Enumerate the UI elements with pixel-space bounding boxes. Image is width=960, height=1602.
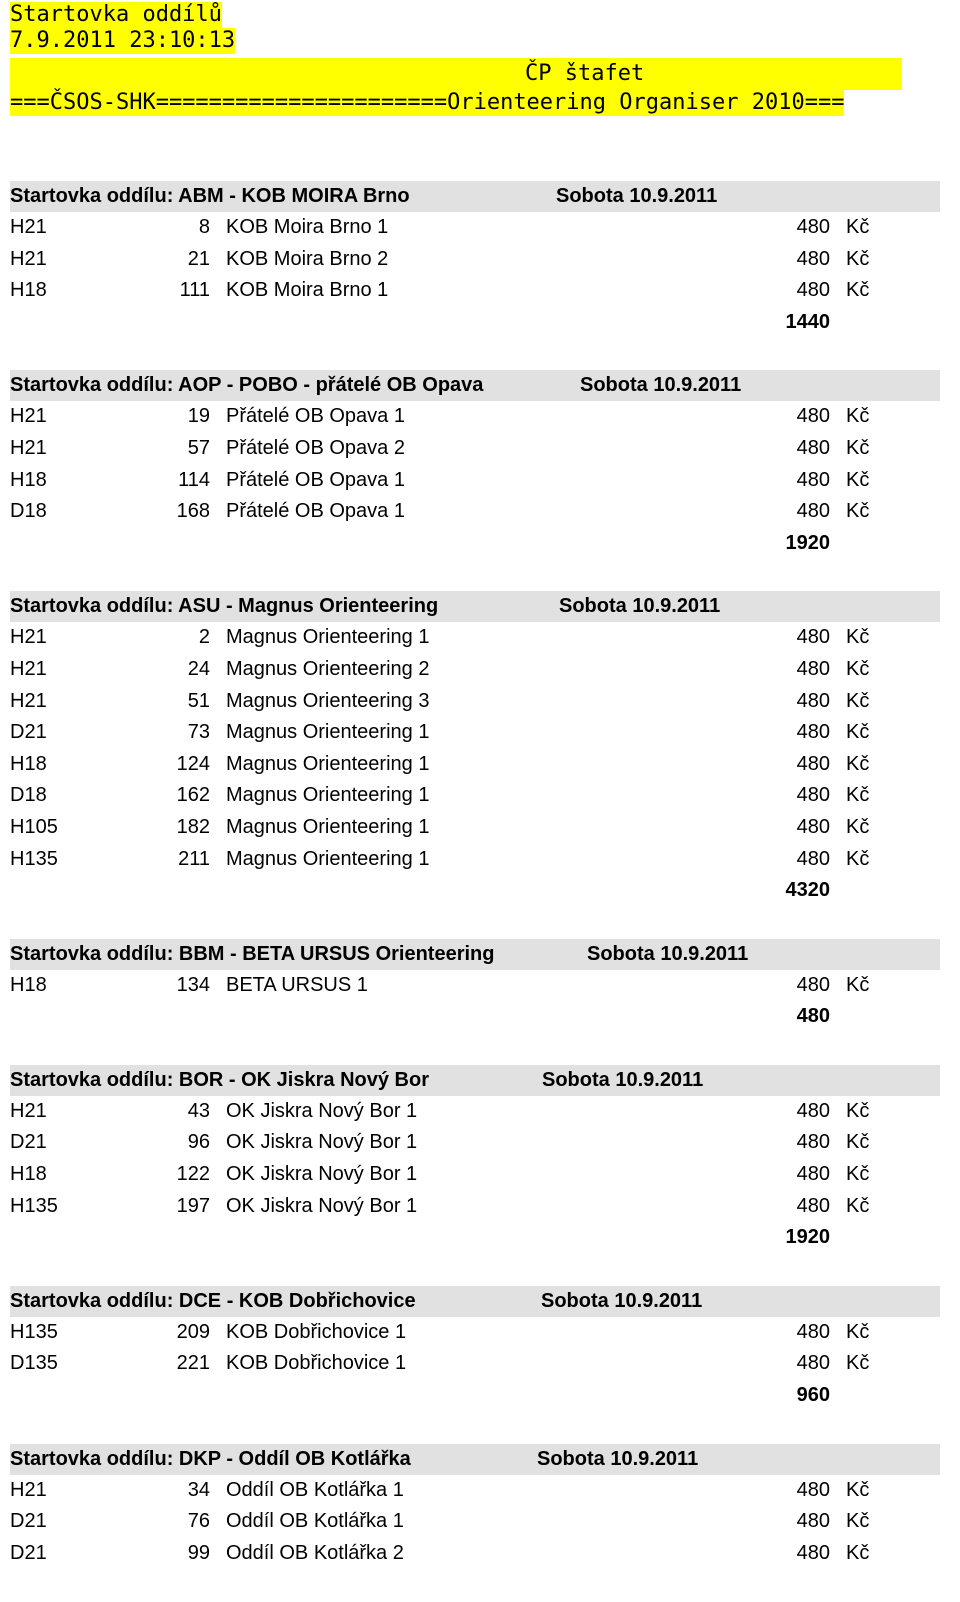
currency-cell: Kč (846, 405, 870, 428)
category-cell: H135 (10, 1194, 58, 1217)
team-name-cell: Oddíl OB Kotlářka 1 (226, 1510, 404, 1533)
team-name-cell: Přátelé OB Opava 2 (226, 436, 405, 459)
start-number-cell: 99 (187, 1541, 210, 1564)
club-total-row (10, 1380, 940, 1412)
race-date: Sobota 10.9.2011 (556, 185, 718, 207)
team-name-cell: KOB Moira Brno 2 (226, 247, 389, 270)
fee-cell: 480 (796, 1541, 830, 1564)
team-name-cell: Magnus Orienteering 1 (226, 721, 430, 744)
event-title: ČP štafet (525, 61, 645, 86)
category-cell: H18 (10, 973, 47, 996)
start-number-cell: 8 (198, 216, 210, 238)
race-date: Sobota 10.9.2011 (559, 595, 721, 618)
team-row (10, 622, 940, 654)
currency-cell: Kč (846, 1478, 870, 1501)
category-cell: D21 (10, 1510, 47, 1533)
team-row (10, 749, 940, 781)
fee-cell: 480 (796, 1163, 830, 1186)
currency-cell: Kč (846, 847, 870, 870)
category-cell: H21 (10, 1099, 47, 1122)
team-row (10, 1317, 940, 1349)
club-section-header (10, 591, 940, 622)
currency-cell: Kč (846, 689, 870, 712)
fee-cell: 480 (796, 1510, 830, 1533)
team-name-cell: Oddíl OB Kotlářka 2 (226, 1541, 404, 1564)
fee-cell: 480 (796, 815, 830, 838)
category-cell: H21 (10, 436, 47, 459)
race-date: Sobota 10.9.2011 (587, 942, 749, 965)
club-total-row (10, 1001, 940, 1033)
category-cell: H135 (10, 1320, 58, 1343)
team-name-cell: KOB Dobřichovice 1 (226, 1352, 407, 1375)
currency-cell: Kč (846, 247, 870, 270)
fee-cell: 480 (796, 1194, 830, 1217)
team-name-cell: KOB Dobřichovice 1 (226, 1320, 407, 1343)
club-total-row (10, 528, 940, 560)
software-banner: ===ČSOS-SHK======================Orienteering Organiser 2010=== (10, 90, 845, 115)
category-cell: D18 (10, 784, 47, 807)
currency-cell: Kč (846, 1099, 870, 1122)
fee-cell: 480 (796, 1131, 830, 1154)
team-row (10, 401, 940, 433)
currency-cell: Kč (846, 626, 870, 649)
fee-cell: 480 (796, 468, 830, 491)
club-title: Startovka oddílu: BBM - BETA URSUS Orienteering (10, 942, 495, 965)
club-section (10, 1286, 940, 1412)
currency-cell: Kč (846, 1194, 870, 1217)
fee-cell: 480 (796, 1320, 830, 1343)
club-section (10, 181, 940, 338)
category-cell: D18 (10, 500, 47, 523)
start-number-cell: 51 (187, 689, 210, 712)
team-row (10, 1159, 940, 1191)
fee-cell: 480 (796, 784, 830, 807)
team-name-cell: Magnus Orienteering 1 (226, 784, 430, 807)
team-name-cell: Magnus Orienteering 2 (226, 657, 430, 680)
club-total: 1440 (785, 310, 830, 333)
team-name-cell: KOB Moira Brno 1 (226, 279, 389, 302)
club-total-row (10, 875, 940, 907)
start-number-cell: 162 (176, 784, 210, 807)
currency-cell: Kč (846, 1163, 870, 1186)
team-name-cell: KOB Moira Brno 1 (226, 216, 389, 238)
team-name-cell: Magnus Orienteering 1 (226, 626, 430, 649)
category-cell: H21 (10, 626, 47, 649)
fee-cell: 480 (796, 279, 830, 302)
start-number-cell: 43 (187, 1099, 210, 1122)
category-cell: H18 (10, 752, 47, 775)
category-cell: H21 (10, 1478, 47, 1501)
category-cell: H21 (10, 689, 47, 712)
club-section (10, 591, 940, 906)
team-name-cell: OK Jiskra Nový Bor 1 (226, 1163, 418, 1186)
fee-cell: 480 (796, 405, 830, 428)
category-cell: H21 (10, 657, 47, 680)
fee-cell: 480 (796, 626, 830, 649)
currency-cell: Kč (846, 436, 870, 459)
fee-cell: 480 (796, 1099, 830, 1122)
report-timestamp: 7.9.2011 23:10:13 (10, 28, 236, 53)
category-cell: H21 (10, 247, 47, 270)
currency-cell: Kč (846, 752, 870, 775)
club-section (10, 1444, 940, 1570)
fee-cell: 480 (796, 216, 830, 238)
club-title: Startovka oddílu: ABM - KOB MOIRA Brno (10, 185, 410, 207)
team-row (10, 496, 940, 528)
start-number-cell: 73 (187, 721, 210, 744)
club-title: Startovka oddílu: BOR - OK Jiskra Nový Bor (10, 1068, 429, 1091)
team-row (10, 275, 940, 307)
race-date: Sobota 10.9.2011 (580, 374, 742, 397)
start-number-cell: 21 (187, 247, 210, 270)
category-cell: H105 (10, 815, 58, 838)
fee-cell: 480 (796, 436, 830, 459)
team-row (10, 1538, 940, 1570)
start-number-cell: 111 (179, 279, 210, 302)
club-total-row (10, 307, 940, 339)
fee-cell: 480 (796, 973, 830, 996)
team-name-cell: OK Jiskra Nový Bor 1 (226, 1131, 418, 1154)
team-row (10, 433, 940, 465)
team-row (10, 244, 940, 276)
category-cell: D21 (10, 721, 47, 744)
category-cell: H135 (10, 847, 58, 870)
currency-cell: Kč (846, 721, 870, 744)
club-section-header (10, 370, 940, 401)
currency-cell: Kč (846, 1131, 870, 1154)
club-total: 1920 (785, 531, 830, 554)
club-title: Startovka oddílu: DKP - Oddíl OB Kotlářka (10, 1447, 411, 1470)
start-number-cell: 57 (187, 436, 210, 459)
club-total: 960 (796, 1384, 830, 1407)
start-number-cell: 221 (176, 1352, 210, 1375)
report-heading: Startovka oddílů (10, 2, 222, 27)
category-cell: D21 (10, 1541, 47, 1564)
start-number-cell: 19 (187, 405, 210, 428)
start-number-cell: 114 (178, 468, 210, 491)
category-cell: H18 (10, 279, 47, 302)
start-number-cell: 76 (187, 1510, 210, 1533)
start-number-cell: 134 (176, 973, 210, 996)
team-name-cell: BETA URSUS 1 (226, 973, 368, 996)
fee-cell: 480 (796, 752, 830, 775)
fee-cell: 480 (796, 1352, 830, 1375)
club-section (10, 939, 940, 1033)
start-number-cell: 211 (178, 847, 210, 870)
club-section (10, 370, 940, 559)
currency-cell: Kč (846, 815, 870, 838)
club-total-row (10, 1222, 940, 1254)
club-section-header (10, 1444, 940, 1475)
team-name-cell: Magnus Orienteering 3 (226, 689, 430, 712)
category-cell: H18 (10, 468, 47, 491)
team-row (10, 844, 940, 876)
club-section-header (10, 939, 940, 970)
currency-cell: Kč (846, 973, 870, 996)
team-row (10, 1096, 940, 1128)
start-number-cell: 182 (176, 815, 210, 838)
club-total: 4320 (785, 879, 830, 902)
team-name-cell: Magnus Orienteering 1 (226, 752, 430, 775)
team-name-cell: Magnus Orienteering 1 (226, 815, 430, 838)
club-title: Startovka oddílu: ASU - Magnus Orienteering (10, 595, 439, 618)
team-name-cell: Přátelé OB Opava 1 (226, 405, 405, 428)
currency-cell: Kč (846, 1352, 870, 1375)
start-number-cell: 122 (176, 1163, 210, 1186)
event-title-bar (10, 58, 902, 90)
team-row (10, 812, 940, 844)
start-number-cell: 197 (176, 1194, 210, 1217)
club-section-header (10, 1286, 940, 1317)
team-row (10, 686, 940, 718)
team-name-cell: Přátelé OB Opava 1 (226, 500, 405, 523)
team-row (10, 717, 940, 749)
fee-cell: 480 (796, 689, 830, 712)
team-row (10, 1506, 940, 1538)
team-row (10, 1127, 940, 1159)
race-date: Sobota 10.9.2011 (537, 1447, 699, 1470)
team-name-cell: Přátelé OB Opava 1 (226, 468, 405, 491)
fee-cell: 480 (796, 657, 830, 680)
club-title: Startovka oddílu: DCE - KOB Dobřichovice (10, 1289, 416, 1312)
team-name-cell: OK Jiskra Nový Bor 1 (226, 1099, 418, 1122)
currency-cell: Kč (846, 500, 870, 523)
race-date: Sobota 10.9.2011 (541, 1289, 703, 1312)
fee-cell: 480 (796, 1478, 830, 1501)
currency-cell: Kč (846, 216, 870, 238)
club-total: 480 (796, 1005, 830, 1028)
category-cell: D135 (10, 1352, 58, 1375)
start-number-cell: 168 (176, 500, 210, 523)
team-row (10, 465, 940, 497)
club-section (10, 1065, 940, 1254)
team-row (10, 780, 940, 812)
club-total: 1920 (785, 1226, 830, 1249)
start-number-cell: 96 (187, 1131, 210, 1154)
club-section-header (10, 181, 940, 212)
start-number-cell: 209 (176, 1320, 210, 1343)
currency-cell: Kč (846, 1320, 870, 1343)
currency-cell: Kč (846, 1510, 870, 1533)
fee-cell: 480 (796, 847, 830, 870)
club-title: Startovka oddílu: AOP - POBO - přátelé OB Opava (10, 374, 484, 397)
team-row (10, 1348, 940, 1380)
team-row (10, 212, 940, 244)
category-cell: D21 (10, 1131, 47, 1154)
category-cell: H18 (10, 1163, 47, 1186)
fee-cell: 480 (796, 500, 830, 523)
club-start-lists (10, 181, 940, 1601)
team-row (10, 1191, 940, 1223)
team-row (10, 654, 940, 686)
start-number-cell: 2 (198, 626, 210, 649)
race-date: Sobota 10.9.2011 (542, 1068, 704, 1091)
category-cell: H21 (10, 405, 47, 428)
currency-cell: Kč (846, 468, 870, 491)
team-name-cell: Oddíl OB Kotlářka 1 (226, 1478, 404, 1501)
fee-cell: 480 (796, 247, 830, 270)
fee-cell: 480 (796, 721, 830, 744)
team-row (10, 970, 940, 1002)
currency-cell: Kč (846, 784, 870, 807)
start-number-cell: 124 (176, 752, 210, 775)
team-name-cell: OK Jiskra Nový Bor 1 (226, 1194, 418, 1217)
currency-cell: Kč (846, 657, 870, 680)
team-name-cell: Magnus Orienteering 1 (226, 847, 430, 870)
currency-cell: Kč (846, 279, 870, 302)
start-number-cell: 34 (187, 1478, 210, 1501)
club-section-header (10, 1065, 940, 1096)
category-cell: H21 (10, 216, 47, 238)
start-number-cell: 24 (187, 657, 210, 680)
team-row (10, 1475, 940, 1507)
currency-cell: Kč (846, 1541, 870, 1564)
